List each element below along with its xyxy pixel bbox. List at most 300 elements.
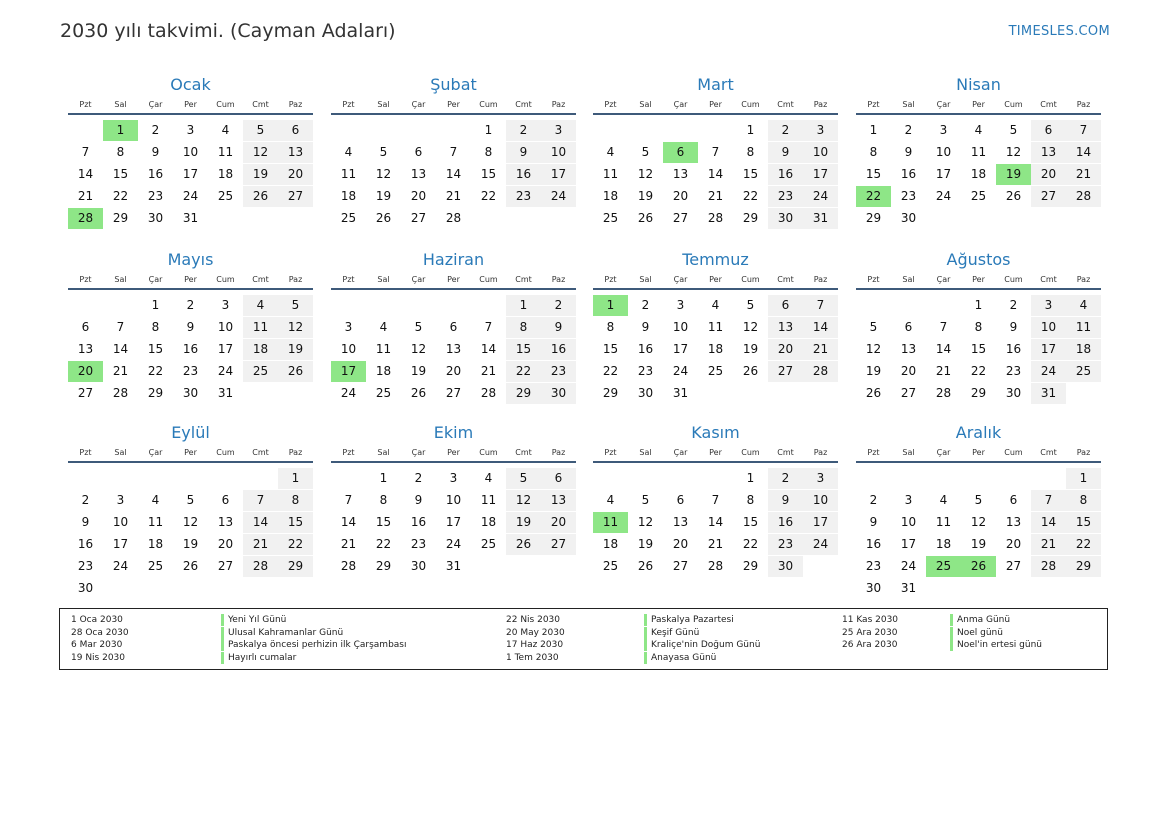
day-cell[interactable]: 17 [445, 515, 462, 529]
day-cell[interactable]: 19 [742, 342, 759, 356]
day-cell[interactable]: 14 [707, 167, 724, 181]
day-cell[interactable]: 10 [1031, 317, 1066, 338]
day-cell[interactable]: 15 [970, 342, 987, 356]
day-cell[interactable]: 13 [672, 515, 689, 529]
day-cell[interactable]: 12 [375, 167, 392, 181]
day-cell[interactable]: 19 [637, 537, 654, 551]
day-cell[interactable]: 11 [1066, 317, 1101, 338]
day-cell[interactable]: 19 [375, 189, 392, 203]
day-cell[interactable]: 21 [707, 537, 724, 551]
day-cell[interactable]: 26 [278, 361, 313, 382]
day-cell[interactable]: 3 [541, 120, 576, 141]
day-cell[interactable]: 28 [707, 559, 724, 573]
day-cell[interactable]: 29 [742, 211, 759, 225]
day-cell[interactable]: 24 [340, 386, 357, 400]
day-cell[interactable]: 11 [480, 493, 497, 507]
day-cell[interactable]: 4 [1066, 295, 1101, 316]
day-cell[interactable]: 29 [506, 383, 541, 404]
day-cell[interactable]: 20 [217, 537, 234, 551]
day-cell[interactable]: 21 [803, 339, 838, 360]
day-cell[interactable]: 2 [81, 493, 90, 507]
day-cell[interactable]: 10 [340, 342, 357, 356]
holiday-day-cell[interactable]: 17 [331, 361, 366, 382]
day-cell[interactable]: 20 [278, 164, 313, 185]
day-cell[interactable]: 20 [768, 339, 803, 360]
day-cell[interactable]: 31 [672, 386, 689, 400]
day-cell[interactable]: 26 [637, 211, 654, 225]
day-cell[interactable]: 11 [935, 515, 952, 529]
day-cell[interactable]: 9 [869, 515, 878, 529]
day-cell[interactable]: 12 [742, 320, 759, 334]
day-cell[interactable]: 24 [803, 534, 838, 555]
day-cell[interactable]: 29 [375, 559, 392, 573]
day-cell[interactable]: 11 [602, 167, 619, 181]
day-cell[interactable]: 25 [480, 537, 497, 551]
day-cell[interactable]: 2 [768, 120, 803, 141]
day-cell[interactable]: 29 [602, 386, 619, 400]
day-cell[interactable]: 19 [637, 189, 654, 203]
day-cell[interactable]: 6 [81, 320, 90, 334]
day-cell[interactable]: 28 [803, 361, 838, 382]
day-cell[interactable]: 17 [1031, 339, 1066, 360]
day-cell[interactable]: 23 [506, 186, 541, 207]
day-cell[interactable]: 3 [449, 471, 458, 485]
day-cell[interactable]: 14 [803, 317, 838, 338]
day-cell[interactable]: 20 [1031, 164, 1066, 185]
day-cell[interactable]: 2 [541, 295, 576, 316]
day-cell[interactable]: 4 [974, 123, 983, 137]
day-cell[interactable]: 2 [1009, 298, 1018, 312]
holiday-day-cell[interactable]: 6 [663, 142, 698, 163]
day-cell[interactable]: 3 [116, 493, 125, 507]
day-cell[interactable]: 22 [602, 364, 619, 378]
day-cell[interactable]: 6 [221, 493, 230, 507]
day-cell[interactable]: 25 [375, 386, 392, 400]
day-cell[interactable]: 17 [541, 164, 576, 185]
day-cell[interactable]: 3 [939, 123, 948, 137]
day-cell[interactable]: 28 [935, 386, 952, 400]
holiday-day-cell[interactable]: 1 [593, 295, 628, 316]
day-cell[interactable]: 25 [602, 211, 619, 225]
day-cell[interactable]: 31 [182, 211, 199, 225]
holiday-day-cell[interactable]: 28 [68, 208, 103, 229]
day-cell[interactable]: 12 [182, 515, 199, 529]
day-cell[interactable]: 24 [541, 186, 576, 207]
day-cell[interactable]: 9 [186, 320, 195, 334]
day-cell[interactable]: 25 [340, 211, 357, 225]
day-cell[interactable]: 8 [379, 493, 388, 507]
day-cell[interactable]: 6 [1031, 120, 1066, 141]
day-cell[interactable]: 28 [480, 386, 497, 400]
day-cell[interactable]: 31 [900, 581, 917, 595]
day-cell[interactable]: 10 [803, 490, 838, 511]
day-cell[interactable]: 12 [410, 342, 427, 356]
day-cell[interactable]: 13 [410, 167, 427, 181]
day-cell[interactable]: 6 [904, 320, 913, 334]
day-cell[interactable]: 17 [672, 342, 689, 356]
day-cell[interactable]: 1 [379, 471, 388, 485]
day-cell[interactable]: 14 [112, 342, 129, 356]
day-cell[interactable]: 15 [147, 342, 164, 356]
day-cell[interactable]: 21 [707, 189, 724, 203]
day-cell[interactable]: 29 [278, 556, 313, 577]
day-cell[interactable]: 30 [147, 211, 164, 225]
day-cell[interactable]: 2 [186, 298, 195, 312]
day-cell[interactable]: 25 [1066, 361, 1101, 382]
day-cell[interactable]: 4 [606, 493, 615, 507]
day-cell[interactable]: 25 [970, 189, 987, 203]
day-cell[interactable]: 10 [672, 320, 689, 334]
day-cell[interactable]: 14 [445, 167, 462, 181]
day-cell[interactable]: 26 [506, 534, 541, 555]
day-cell[interactable]: 14 [707, 515, 724, 529]
day-cell[interactable]: 12 [637, 515, 654, 529]
day-cell[interactable]: 1 [484, 123, 493, 137]
day-cell[interactable]: 26 [375, 211, 392, 225]
day-cell[interactable]: 13 [1005, 515, 1022, 529]
day-cell[interactable]: 6 [1009, 493, 1018, 507]
day-cell[interactable]: 3 [676, 298, 685, 312]
day-cell[interactable]: 16 [637, 342, 654, 356]
day-cell[interactable]: 29 [112, 211, 129, 225]
day-cell[interactable]: 17 [112, 537, 129, 551]
day-cell[interactable]: 11 [243, 317, 278, 338]
day-cell[interactable]: 10 [217, 320, 234, 334]
day-cell[interactable]: 14 [480, 342, 497, 356]
day-cell[interactable]: 22 [375, 537, 392, 551]
day-cell[interactable]: 23 [410, 537, 427, 551]
day-cell[interactable]: 18 [970, 167, 987, 181]
day-cell[interactable]: 24 [217, 364, 234, 378]
day-cell[interactable]: 2 [414, 471, 423, 485]
day-cell[interactable]: 27 [900, 386, 917, 400]
holiday-day-cell[interactable]: 19 [996, 164, 1031, 185]
day-cell[interactable]: 19 [970, 537, 987, 551]
day-cell[interactable]: 16 [541, 339, 576, 360]
day-cell[interactable]: 22 [147, 364, 164, 378]
day-cell[interactable]: 14 [935, 342, 952, 356]
day-cell[interactable]: 6 [768, 295, 803, 316]
day-cell[interactable]: 21 [243, 534, 278, 555]
day-cell[interactable]: 17 [935, 167, 952, 181]
day-cell[interactable]: 11 [375, 342, 392, 356]
day-cell[interactable]: 3 [904, 493, 913, 507]
day-cell[interactable]: 4 [243, 295, 278, 316]
day-cell[interactable]: 15 [602, 342, 619, 356]
day-cell[interactable]: 21 [112, 364, 129, 378]
day-cell[interactable]: 30 [182, 386, 199, 400]
day-cell[interactable]: 30 [768, 556, 803, 577]
day-cell[interactable]: 20 [1005, 537, 1022, 551]
day-cell[interactable]: 9 [414, 493, 423, 507]
day-cell[interactable]: 9 [904, 145, 913, 159]
day-cell[interactable]: 25 [707, 364, 724, 378]
day-cell[interactable]: 19 [410, 364, 427, 378]
day-cell[interactable]: 18 [602, 537, 619, 551]
holiday-day-cell[interactable]: 22 [856, 186, 891, 207]
day-cell[interactable]: 13 [541, 490, 576, 511]
day-cell[interactable]: 11 [147, 515, 164, 529]
day-cell[interactable]: 25 [217, 189, 234, 203]
day-cell[interactable]: 24 [900, 559, 917, 573]
day-cell[interactable]: 15 [480, 167, 497, 181]
day-cell[interactable]: 5 [243, 120, 278, 141]
day-cell[interactable]: 30 [541, 383, 576, 404]
day-cell[interactable]: 16 [506, 164, 541, 185]
day-cell[interactable]: 30 [410, 559, 427, 573]
day-cell[interactable]: 29 [147, 386, 164, 400]
day-cell[interactable]: 31 [217, 386, 234, 400]
day-cell[interactable]: 23 [865, 559, 882, 573]
day-cell[interactable]: 31 [1031, 383, 1066, 404]
day-cell[interactable]: 13 [1031, 142, 1066, 163]
day-cell[interactable]: 11 [707, 320, 724, 334]
day-cell[interactable]: 28 [707, 211, 724, 225]
day-cell[interactable]: 28 [1066, 186, 1101, 207]
day-cell[interactable]: 1 [746, 123, 755, 137]
holiday-day-cell[interactable]: 20 [68, 361, 103, 382]
day-cell[interactable]: 5 [1009, 123, 1018, 137]
day-cell[interactable]: 23 [768, 534, 803, 555]
day-cell[interactable]: 20 [445, 364, 462, 378]
day-cell[interactable]: 5 [186, 493, 195, 507]
day-cell[interactable]: 8 [746, 493, 755, 507]
day-cell[interactable]: 9 [81, 515, 90, 529]
day-cell[interactable]: 1 [151, 298, 160, 312]
day-cell[interactable]: 17 [217, 342, 234, 356]
day-cell[interactable]: 27 [410, 211, 427, 225]
day-cell[interactable]: 6 [278, 120, 313, 141]
day-cell[interactable]: 26 [1005, 189, 1022, 203]
day-cell[interactable]: 4 [711, 298, 720, 312]
day-cell[interactable]: 27 [278, 186, 313, 207]
day-cell[interactable]: 8 [116, 145, 125, 159]
day-cell[interactable]: 13 [217, 515, 234, 529]
day-cell[interactable]: 3 [1031, 295, 1066, 316]
day-cell[interactable]: 11 [340, 167, 357, 181]
day-cell[interactable]: 2 [869, 493, 878, 507]
day-cell[interactable]: 14 [340, 515, 357, 529]
day-cell[interactable]: 15 [1066, 512, 1101, 533]
day-cell[interactable]: 19 [182, 537, 199, 551]
day-cell[interactable]: 15 [375, 515, 392, 529]
day-cell[interactable]: 27 [445, 386, 462, 400]
day-cell[interactable]: 10 [112, 515, 129, 529]
day-cell[interactable]: 16 [900, 167, 917, 181]
holiday-day-cell[interactable]: 26 [961, 556, 996, 577]
holiday-day-cell[interactable]: 11 [593, 512, 628, 533]
day-cell[interactable]: 4 [151, 493, 160, 507]
day-cell[interactable]: 6 [414, 145, 423, 159]
day-cell[interactable]: 23 [900, 189, 917, 203]
day-cell[interactable]: 30 [865, 581, 882, 595]
day-cell[interactable]: 28 [445, 211, 462, 225]
day-cell[interactable]: 22 [742, 189, 759, 203]
brand-link[interactable]: TIMESLES.COM [1008, 24, 1110, 39]
day-cell[interactable]: 29 [970, 386, 987, 400]
day-cell[interactable]: 15 [112, 167, 129, 181]
day-cell[interactable]: 4 [379, 320, 388, 334]
day-cell[interactable]: 27 [768, 361, 803, 382]
day-cell[interactable]: 3 [803, 468, 838, 489]
day-cell[interactable]: 26 [742, 364, 759, 378]
holiday-day-cell[interactable]: 1 [103, 120, 138, 141]
day-cell[interactable]: 24 [803, 186, 838, 207]
day-cell[interactable]: 3 [186, 123, 195, 137]
day-cell[interactable]: 16 [182, 342, 199, 356]
day-cell[interactable]: 10 [803, 142, 838, 163]
day-cell[interactable]: 16 [865, 537, 882, 551]
day-cell[interactable]: 19 [243, 164, 278, 185]
day-cell[interactable]: 19 [506, 512, 541, 533]
day-cell[interactable]: 8 [1066, 490, 1101, 511]
day-cell[interactable]: 22 [480, 189, 497, 203]
day-cell[interactable]: 7 [711, 493, 720, 507]
day-cell[interactable]: 1 [746, 471, 755, 485]
day-cell[interactable]: 26 [637, 559, 654, 573]
day-cell[interactable]: 26 [182, 559, 199, 573]
day-cell[interactable]: 18 [147, 537, 164, 551]
day-cell[interactable]: 9 [1009, 320, 1018, 334]
day-cell[interactable]: 9 [541, 317, 576, 338]
day-cell[interactable]: 5 [506, 468, 541, 489]
day-cell[interactable]: 21 [935, 364, 952, 378]
day-cell[interactable]: 7 [939, 320, 948, 334]
day-cell[interactable]: 1 [278, 468, 313, 489]
day-cell[interactable]: 27 [541, 534, 576, 555]
day-cell[interactable]: 10 [935, 145, 952, 159]
day-cell[interactable]: 23 [77, 559, 94, 573]
day-cell[interactable]: 25 [243, 361, 278, 382]
day-cell[interactable]: 23 [768, 186, 803, 207]
day-cell[interactable]: 4 [939, 493, 948, 507]
day-cell[interactable]: 13 [768, 317, 803, 338]
day-cell[interactable]: 21 [1066, 164, 1101, 185]
day-cell[interactable]: 9 [768, 490, 803, 511]
day-cell[interactable]: 23 [637, 364, 654, 378]
day-cell[interactable]: 8 [974, 320, 983, 334]
day-cell[interactable]: 9 [641, 320, 650, 334]
day-cell[interactable]: 2 [768, 468, 803, 489]
day-cell[interactable]: 20 [410, 189, 427, 203]
day-cell[interactable]: 14 [243, 512, 278, 533]
day-cell[interactable]: 18 [217, 167, 234, 181]
day-cell[interactable]: 26 [865, 386, 882, 400]
day-cell[interactable]: 18 [1066, 339, 1101, 360]
day-cell[interactable]: 12 [506, 490, 541, 511]
day-cell[interactable]: 10 [541, 142, 576, 163]
day-cell[interactable]: 15 [742, 515, 759, 529]
day-cell[interactable]: 5 [974, 493, 983, 507]
day-cell[interactable]: 28 [340, 559, 357, 573]
day-cell[interactable]: 19 [865, 364, 882, 378]
day-cell[interactable]: 12 [865, 342, 882, 356]
day-cell[interactable]: 29 [1066, 556, 1101, 577]
day-cell[interactable]: 20 [672, 537, 689, 551]
day-cell[interactable]: 5 [379, 145, 388, 159]
day-cell[interactable]: 9 [506, 142, 541, 163]
day-cell[interactable]: 12 [278, 317, 313, 338]
day-cell[interactable]: 1 [506, 295, 541, 316]
day-cell[interactable]: 22 [278, 534, 313, 555]
day-cell[interactable]: 7 [803, 295, 838, 316]
day-cell[interactable]: 15 [742, 167, 759, 181]
day-cell[interactable]: 24 [445, 537, 462, 551]
day-cell[interactable]: 16 [768, 164, 803, 185]
day-cell[interactable]: 18 [707, 342, 724, 356]
day-cell[interactable]: 1 [1066, 468, 1101, 489]
day-cell[interactable]: 18 [375, 364, 392, 378]
day-cell[interactable]: 2 [904, 123, 913, 137]
day-cell[interactable]: 27 [1005, 559, 1022, 573]
day-cell[interactable]: 16 [147, 167, 164, 181]
day-cell[interactable]: 27 [672, 559, 689, 573]
day-cell[interactable]: 13 [672, 167, 689, 181]
day-cell[interactable]: 23 [182, 364, 199, 378]
day-cell[interactable]: 21 [340, 537, 357, 551]
day-cell[interactable]: 8 [278, 490, 313, 511]
day-cell[interactable]: 13 [900, 342, 917, 356]
day-cell[interactable]: 17 [182, 167, 199, 181]
day-cell[interactable]: 12 [637, 167, 654, 181]
day-cell[interactable]: 25 [147, 559, 164, 573]
day-cell[interactable]: 20 [672, 189, 689, 203]
day-cell[interactable]: 7 [243, 490, 278, 511]
day-cell[interactable]: 2 [641, 298, 650, 312]
day-cell[interactable]: 8 [506, 317, 541, 338]
day-cell[interactable]: 19 [278, 339, 313, 360]
day-cell[interactable]: 30 [637, 386, 654, 400]
day-cell[interactable]: 27 [217, 559, 234, 573]
day-cell[interactable]: 1 [869, 123, 878, 137]
day-cell[interactable]: 18 [243, 339, 278, 360]
day-cell[interactable]: 30 [1005, 386, 1022, 400]
day-cell[interactable]: 27 [1031, 186, 1066, 207]
day-cell[interactable]: 18 [935, 537, 952, 551]
day-cell[interactable]: 5 [869, 320, 878, 334]
day-cell[interactable]: 24 [935, 189, 952, 203]
day-cell[interactable]: 12 [1005, 145, 1022, 159]
day-cell[interactable]: 24 [1031, 361, 1066, 382]
day-cell[interactable]: 5 [746, 298, 755, 312]
day-cell[interactable]: 16 [1005, 342, 1022, 356]
day-cell[interactable]: 18 [602, 189, 619, 203]
day-cell[interactable]: 4 [344, 145, 353, 159]
day-cell[interactable]: 8 [151, 320, 160, 334]
day-cell[interactable]: 21 [1031, 534, 1066, 555]
day-cell[interactable]: 26 [243, 186, 278, 207]
day-cell[interactable]: 18 [340, 189, 357, 203]
day-cell[interactable]: 3 [803, 120, 838, 141]
day-cell[interactable]: 21 [480, 364, 497, 378]
day-cell[interactable]: 14 [1066, 142, 1101, 163]
day-cell[interactable]: 15 [506, 339, 541, 360]
day-cell[interactable]: 6 [676, 493, 685, 507]
day-cell[interactable]: 22 [112, 189, 129, 203]
day-cell[interactable]: 7 [116, 320, 125, 334]
day-cell[interactable]: 1 [974, 298, 983, 312]
day-cell[interactable]: 21 [77, 189, 94, 203]
day-cell[interactable]: 5 [278, 295, 313, 316]
day-cell[interactable]: 17 [900, 537, 917, 551]
day-cell[interactable]: 6 [541, 468, 576, 489]
day-cell[interactable]: 10 [900, 515, 917, 529]
day-cell[interactable]: 25 [602, 559, 619, 573]
day-cell[interactable]: 13 [445, 342, 462, 356]
day-cell[interactable]: 31 [445, 559, 462, 573]
day-cell[interactable]: 12 [243, 142, 278, 163]
day-cell[interactable]: 7 [1066, 120, 1101, 141]
